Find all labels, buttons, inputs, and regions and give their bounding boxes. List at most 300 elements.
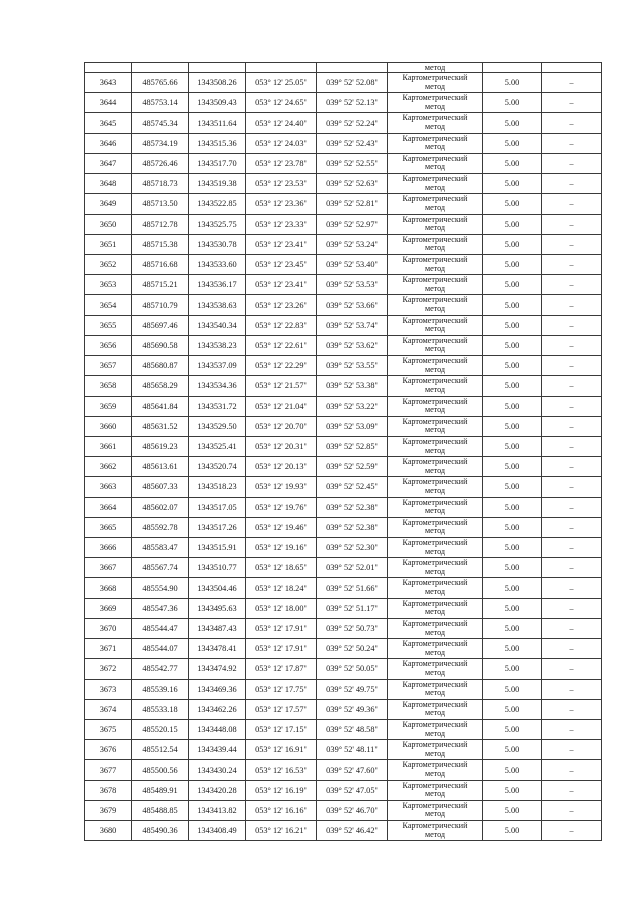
table-row [85, 335, 602, 355]
method-line: Картометрический [402, 699, 468, 709]
table-row [85, 356, 602, 376]
x-coordinate-cell: 485715.21 [132, 275, 189, 295]
x-coordinate-cell: 485544.07 [132, 639, 189, 659]
table-row [85, 517, 602, 537]
method-line: Картометрический [402, 558, 468, 568]
latitude-cell: 053° 12' 16.16" [246, 800, 317, 820]
y-coordinate-cell: 1343519.38 [189, 174, 246, 194]
note-cell: – [542, 254, 602, 274]
method-cell [388, 93, 483, 113]
method-line: метод [424, 344, 446, 354]
note-cell: – [542, 780, 602, 800]
y-coordinate-cell: 1343525.41 [189, 436, 246, 456]
y-coordinate-cell: 1343529.50 [189, 416, 246, 436]
table-row [85, 153, 602, 173]
point-number-cell: 3679 [85, 800, 132, 820]
table-row [85, 821, 602, 841]
method-cell [388, 800, 483, 820]
longitude-cell: 039° 52' 53.66" [317, 295, 388, 315]
x-coordinate-cell: 485619.23 [132, 436, 189, 456]
method-line: метод [424, 708, 446, 718]
method-cell [388, 639, 483, 659]
latitude-cell: 053° 12' 24.65" [246, 93, 317, 113]
method-line: Картометрический [402, 174, 468, 184]
note-cell: – [542, 659, 602, 679]
y-coordinate-cell: 1343448.08 [189, 720, 246, 740]
latitude-cell: 053° 12' 23.45" [246, 254, 317, 274]
accuracy-cell: 5.00 [483, 356, 542, 376]
latitude-cell: 053° 12' 25.05" [246, 73, 317, 93]
y-coordinate-cell: 1343478.41 [189, 639, 246, 659]
y-coordinate-cell: 1343469.36 [189, 679, 246, 699]
method-cell [388, 497, 483, 517]
method-cell [388, 174, 483, 194]
longitude-cell: 039° 52' 51.66" [317, 578, 388, 598]
accuracy-cell: 5.00 [483, 821, 542, 841]
method-line: метод [424, 445, 446, 455]
note-cell: – [542, 335, 602, 355]
point-number-cell: 3658 [85, 376, 132, 396]
accuracy-cell: 5.00 [483, 497, 542, 517]
longitude-cell: 039° 52' 53.74" [317, 315, 388, 335]
table-row [85, 740, 602, 760]
x-coordinate-cell: 485607.33 [132, 477, 189, 497]
accuracy-cell: 5.00 [483, 174, 542, 194]
method-line: метод [424, 789, 446, 799]
method-cell [388, 720, 483, 740]
table-row [85, 376, 602, 396]
accuracy-cell: 5.00 [483, 578, 542, 598]
method-cell [388, 659, 483, 679]
x-coordinate-cell: 485602.07 [132, 497, 189, 517]
method-line: метод [424, 546, 446, 556]
method-line: Картометрический [402, 436, 468, 446]
x-coordinate-cell: 485533.18 [132, 699, 189, 719]
longitude-cell: 039° 52' 52.63" [317, 174, 388, 194]
latitude-cell: 053° 12' 17.87" [246, 659, 317, 679]
note-cell: – [542, 214, 602, 234]
y-coordinate-cell: 1343508.26 [189, 73, 246, 93]
point-number-cell: 3656 [85, 335, 132, 355]
method-cell [388, 517, 483, 537]
point-number-cell: 3671 [85, 639, 132, 659]
method-line: Картометрический [402, 821, 468, 831]
longitude-cell: 039° 52' 52.45" [317, 477, 388, 497]
longitude-cell: 039° 52' 52.43" [317, 133, 388, 153]
method-cell [388, 760, 483, 780]
point-number-cell: 3650 [85, 214, 132, 234]
point-number-cell: 3645 [85, 113, 132, 133]
method-cell [388, 578, 483, 598]
method-line: Картометрический [402, 578, 468, 588]
method-line: метод [424, 485, 446, 495]
accuracy-cell: 5.00 [483, 780, 542, 800]
method-line: метод [424, 587, 446, 597]
method-fragment-cell: метод [388, 63, 483, 73]
point-number-cell: 3668 [85, 578, 132, 598]
x-coordinate-cell: 485554.90 [132, 578, 189, 598]
longitude-cell: 039° 52' 52.08" [317, 73, 388, 93]
point-number-cell: 3670 [85, 618, 132, 638]
table-row [85, 416, 602, 436]
latitude-cell: 053° 12' 17.91" [246, 618, 317, 638]
note-cell: – [542, 517, 602, 537]
note-cell: – [542, 436, 602, 456]
longitude-cell: 039° 52' 51.17" [317, 598, 388, 618]
table-row [85, 497, 602, 517]
longitude-cell: 039° 52' 53.24" [317, 234, 388, 254]
method-cell [388, 679, 483, 699]
x-coordinate-cell: 485753.14 [132, 93, 189, 113]
method-line: Картометрический [402, 133, 468, 143]
table-row [85, 275, 602, 295]
method-line: метод [424, 142, 446, 152]
latitude-cell: 053° 12' 23.33" [246, 214, 317, 234]
longitude-cell: 039° 52' 52.01" [317, 558, 388, 578]
x-coordinate-cell: 485489.91 [132, 780, 189, 800]
x-coordinate-cell: 485592.78 [132, 517, 189, 537]
note-cell: – [542, 315, 602, 335]
y-coordinate-cell: 1343522.85 [189, 194, 246, 214]
method-cell [388, 133, 483, 153]
note-cell: – [542, 800, 602, 820]
method-line: Картометрический [402, 73, 468, 83]
method-line: метод [424, 304, 446, 314]
note-cell: – [542, 497, 602, 517]
method-line: метод [424, 506, 446, 516]
longitude-cell: 039° 52' 52.13" [317, 93, 388, 113]
accuracy-cell: 5.00 [483, 538, 542, 558]
y-coordinate-cell: 1343525.75 [189, 214, 246, 234]
latitude-cell: 053° 12' 21.04" [246, 396, 317, 416]
latitude-cell: 053° 12' 16.91" [246, 740, 317, 760]
y-coordinate-cell: 1343439.44 [189, 740, 246, 760]
accuracy-cell: 5.00 [483, 153, 542, 173]
y-coordinate-cell: 1343538.23 [189, 335, 246, 355]
point-number-cell: 3659 [85, 396, 132, 416]
accuracy-cell: 5.00 [483, 558, 542, 578]
method-line: метод [424, 384, 446, 394]
x-coordinate-cell: 485710.79 [132, 295, 189, 315]
note-cell: – [542, 295, 602, 315]
latitude-cell: 053° 12' 24.03" [246, 133, 317, 153]
table-row [85, 234, 602, 254]
method-line: метод [424, 647, 446, 657]
note-cell: – [542, 538, 602, 558]
method-cell [388, 821, 483, 841]
x-coordinate-cell: 485547.36 [132, 598, 189, 618]
y-coordinate-cell: 1343511.64 [189, 113, 246, 133]
point-number-cell: 3655 [85, 315, 132, 335]
method-cell [388, 113, 483, 133]
point-number-cell: 3648 [85, 174, 132, 194]
table-row [85, 618, 602, 638]
y-coordinate-cell: 1343408.49 [189, 821, 246, 841]
method-cell [388, 780, 483, 800]
method-line: метод [424, 627, 446, 637]
note-cell: – [542, 234, 602, 254]
longitude-cell: 039° 52' 52.81" [317, 194, 388, 214]
method-cell [388, 153, 483, 173]
y-coordinate-cell: 1343538.63 [189, 295, 246, 315]
method-line: метод [424, 101, 446, 111]
accuracy-cell: 5.00 [483, 335, 542, 355]
longitude-cell: 039° 52' 52.38" [317, 497, 388, 517]
method-cell [388, 194, 483, 214]
longitude-cell: 039° 52' 47.60" [317, 760, 388, 780]
accuracy-cell: 5.00 [483, 618, 542, 638]
method-line: Картометрический [402, 720, 468, 730]
point-number-cell: 3654 [85, 295, 132, 315]
point-number-cell: 3678 [85, 780, 132, 800]
method-line: Картометрический [402, 214, 468, 224]
table-row [85, 578, 602, 598]
latitude-cell: 053° 12' 22.61" [246, 335, 317, 355]
longitude-cell: 039° 52' 53.22" [317, 396, 388, 416]
accuracy-cell: 5.00 [483, 113, 542, 133]
x-coordinate-cell: 485745.34 [132, 113, 189, 133]
x-coordinate-cell: 485488.85 [132, 800, 189, 820]
note-cell: – [542, 356, 602, 376]
method-line: Картометрический [402, 254, 468, 264]
note-cell: – [542, 73, 602, 93]
table-cell [85, 63, 132, 73]
method-line: метод [424, 223, 446, 233]
table-row [85, 93, 602, 113]
point-number-cell: 3657 [85, 356, 132, 376]
note-cell: – [542, 174, 602, 194]
method-line: Картометрический [402, 760, 468, 770]
table-row [85, 659, 602, 679]
method-cell [388, 315, 483, 335]
longitude-cell: 039° 52' 47.05" [317, 780, 388, 800]
method-line: Картометрический [402, 93, 468, 103]
note-cell: – [542, 760, 602, 780]
x-coordinate-cell: 485697.46 [132, 315, 189, 335]
latitude-cell: 053° 12' 20.13" [246, 457, 317, 477]
y-coordinate-cell: 1343515.36 [189, 133, 246, 153]
latitude-cell: 053° 12' 18.65" [246, 558, 317, 578]
table-cell [317, 63, 388, 73]
x-coordinate-cell: 485583.47 [132, 538, 189, 558]
method-line: Картометрический [402, 153, 468, 163]
note-cell: – [542, 699, 602, 719]
latitude-cell: 053° 12' 20.70" [246, 416, 317, 436]
latitude-cell: 053° 12' 16.21" [246, 821, 317, 841]
note-cell: – [542, 578, 602, 598]
table-row [85, 800, 602, 820]
table-row [85, 194, 602, 214]
note-cell: – [542, 416, 602, 436]
note-cell: – [542, 720, 602, 740]
table-row [85, 558, 602, 578]
x-coordinate-cell: 485726.46 [132, 153, 189, 173]
table-row [85, 639, 602, 659]
latitude-cell: 053° 12' 22.83" [246, 315, 317, 335]
y-coordinate-cell: 1343430.24 [189, 760, 246, 780]
y-coordinate-cell: 1343540.34 [189, 315, 246, 335]
x-coordinate-cell: 485490.36 [132, 821, 189, 841]
x-coordinate-cell: 485690.58 [132, 335, 189, 355]
point-number-cell: 3666 [85, 538, 132, 558]
x-coordinate-cell: 485567.74 [132, 558, 189, 578]
x-coordinate-cell: 485500.56 [132, 760, 189, 780]
longitude-cell: 039° 52' 53.53" [317, 275, 388, 295]
accuracy-cell: 5.00 [483, 315, 542, 335]
y-coordinate-cell: 1343537.09 [189, 356, 246, 376]
method-line: Картометрический [402, 356, 468, 366]
x-coordinate-cell: 485715.38 [132, 234, 189, 254]
longitude-cell: 039° 52' 52.30" [317, 538, 388, 558]
latitude-cell: 053° 12' 24.40" [246, 113, 317, 133]
x-coordinate-cell: 485765.66 [132, 73, 189, 93]
point-number-cell: 3672 [85, 659, 132, 679]
x-coordinate-cell: 485613.61 [132, 457, 189, 477]
method-line: метод [424, 81, 446, 91]
table-row [85, 780, 602, 800]
longitude-cell: 039° 52' 48.58" [317, 720, 388, 740]
method-cell [388, 376, 483, 396]
note-cell: – [542, 740, 602, 760]
method-line: Картометрический [402, 275, 468, 285]
latitude-cell: 053° 12' 19.76" [246, 497, 317, 517]
method-line: метод [424, 748, 446, 758]
table-row [85, 598, 602, 618]
longitude-cell: 039° 52' 46.42" [317, 821, 388, 841]
longitude-cell: 039° 52' 48.11" [317, 740, 388, 760]
longitude-cell: 039° 52' 53.62" [317, 335, 388, 355]
latitude-cell: 053° 12' 23.36" [246, 194, 317, 214]
method-cell [388, 457, 483, 477]
table-row [85, 315, 602, 335]
method-line: Картометрический [402, 315, 468, 325]
note-cell: – [542, 153, 602, 173]
accuracy-cell: 5.00 [483, 639, 542, 659]
method-cell [388, 558, 483, 578]
x-coordinate-cell: 485718.73 [132, 174, 189, 194]
table-cell [542, 63, 602, 73]
table-row [85, 538, 602, 558]
method-line: Картометрический [402, 396, 468, 406]
point-number-cell: 3662 [85, 457, 132, 477]
method-line: метод [424, 769, 446, 779]
method-cell [388, 740, 483, 760]
longitude-cell: 039° 52' 52.38" [317, 517, 388, 537]
x-coordinate-cell: 485544.47 [132, 618, 189, 638]
latitude-cell: 053° 12' 23.41" [246, 234, 317, 254]
x-coordinate-cell: 485539.16 [132, 679, 189, 699]
method-line: Картометрический [402, 477, 468, 487]
x-coordinate-cell: 485542.77 [132, 659, 189, 679]
accuracy-cell: 5.00 [483, 436, 542, 456]
method-line: метод [424, 526, 446, 536]
latitude-cell: 053° 12' 16.19" [246, 780, 317, 800]
method-line: метод [424, 809, 446, 819]
x-coordinate-cell: 485713.50 [132, 194, 189, 214]
y-coordinate-cell: 1343531.72 [189, 396, 246, 416]
accuracy-cell: 5.00 [483, 699, 542, 719]
table-row [85, 254, 602, 274]
note-cell: – [542, 113, 602, 133]
method-cell [388, 254, 483, 274]
method-line: метод [424, 202, 446, 212]
method-line: Картометрический [402, 800, 468, 810]
latitude-cell: 053° 12' 16.53" [246, 760, 317, 780]
method-line: метод [424, 728, 446, 738]
method-cell [388, 538, 483, 558]
accuracy-cell: 5.00 [483, 275, 542, 295]
table-row [85, 699, 602, 719]
method-line: Картометрический [402, 194, 468, 204]
y-coordinate-cell: 1343530.78 [189, 234, 246, 254]
method-cell [388, 396, 483, 416]
latitude-cell: 053° 12' 17.15" [246, 720, 317, 740]
note-cell: – [542, 376, 602, 396]
accuracy-cell: 5.00 [483, 416, 542, 436]
y-coordinate-cell: 1343517.70 [189, 153, 246, 173]
method-line: Картометрический [402, 295, 468, 305]
method-line: Картометрический [402, 497, 468, 507]
accuracy-cell: 5.00 [483, 376, 542, 396]
point-number-cell: 3677 [85, 760, 132, 780]
method-line: Картометрический [402, 457, 468, 467]
latitude-cell: 053° 12' 22.29" [246, 356, 317, 376]
accuracy-cell: 5.00 [483, 73, 542, 93]
table-cell [132, 63, 189, 73]
y-coordinate-cell: 1343518.23 [189, 477, 246, 497]
latitude-cell: 053° 12' 17.75" [246, 679, 317, 699]
longitude-cell: 039° 52' 46.70" [317, 800, 388, 820]
method-line: Картометрический [402, 538, 468, 548]
x-coordinate-cell: 485716.68 [132, 254, 189, 274]
longitude-cell: 039° 52' 52.97" [317, 214, 388, 234]
latitude-cell: 053° 12' 23.26" [246, 295, 317, 315]
method-line: метод [424, 566, 446, 576]
accuracy-cell: 5.00 [483, 214, 542, 234]
method-line: метод [424, 122, 446, 132]
y-coordinate-cell: 1343487.43 [189, 618, 246, 638]
point-number-cell: 3644 [85, 93, 132, 113]
latitude-cell: 053° 12' 19.93" [246, 477, 317, 497]
y-coordinate-cell: 1343462.26 [189, 699, 246, 719]
note-cell: – [542, 133, 602, 153]
longitude-cell: 039° 52' 50.73" [317, 618, 388, 638]
latitude-cell: 053° 12' 17.91" [246, 639, 317, 659]
x-coordinate-cell: 485658.29 [132, 376, 189, 396]
y-coordinate-cell: 1343420.28 [189, 780, 246, 800]
x-coordinate-cell: 485680.87 [132, 356, 189, 376]
method-line: метод [424, 667, 446, 677]
table-row [85, 295, 602, 315]
method-line: Картометрический [402, 517, 468, 527]
latitude-cell: 053° 12' 21.57" [246, 376, 317, 396]
method-line: метод [424, 283, 446, 293]
table-top-fragment-row [85, 63, 602, 73]
table-row [85, 436, 602, 456]
latitude-cell: 053° 12' 19.46" [246, 517, 317, 537]
accuracy-cell: 5.00 [483, 254, 542, 274]
note-cell: – [542, 679, 602, 699]
y-coordinate-cell: 1343510.77 [189, 558, 246, 578]
accuracy-cell: 5.00 [483, 720, 542, 740]
method-line: метод [424, 425, 446, 435]
point-number-cell: 3649 [85, 194, 132, 214]
table-row [85, 214, 602, 234]
method-line: метод [424, 405, 446, 415]
latitude-cell: 053° 12' 19.16" [246, 538, 317, 558]
point-number-cell: 3674 [85, 699, 132, 719]
x-coordinate-cell: 485734.19 [132, 133, 189, 153]
